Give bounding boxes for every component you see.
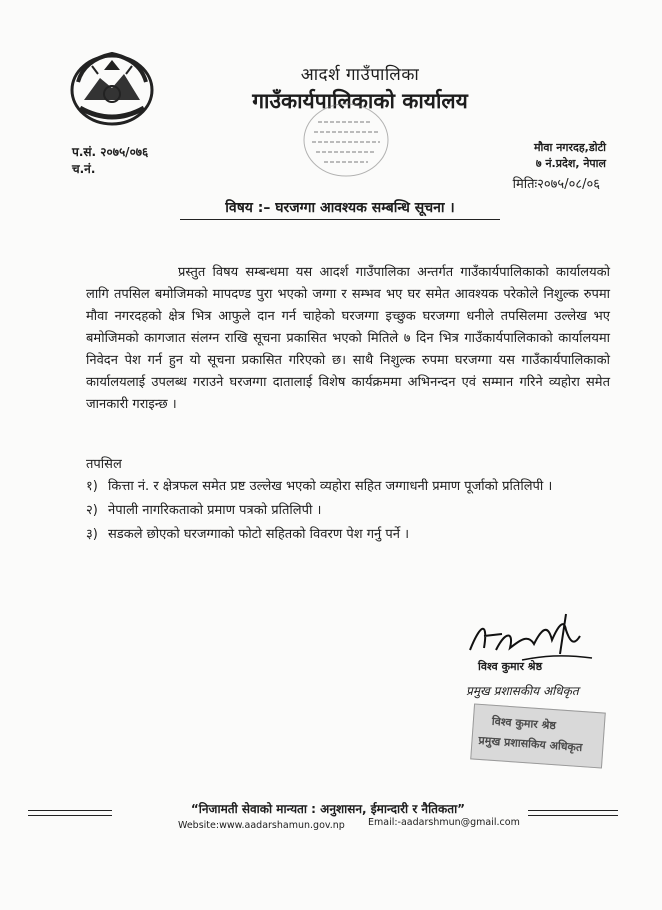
notice-body <box>86 262 610 416</box>
nepal-emblem-icon <box>64 48 160 128</box>
stamp-title: प्रमुख प्रशासकिय अधिकृत <box>478 733 583 755</box>
signatory-title: प्रमुख प्रशासकीय अधिकृत <box>466 684 579 698</box>
details-list <box>86 476 610 548</box>
official-stamp <box>470 703 606 768</box>
list-item <box>86 524 610 546</box>
signatory-name: विश्व कुमार श्रेष्ठ <box>478 660 543 673</box>
footer-motto: “निजामती सेवाको मान्यता : अनुशासन, ईमान्दारी र नैतिकता” <box>190 802 466 816</box>
footer-divider-left <box>28 810 112 816</box>
details-heading: तपसिल <box>86 457 122 472</box>
address-block <box>534 140 606 172</box>
office-seal-icon <box>300 100 392 180</box>
list-item <box>86 500 610 522</box>
municipality-name: आदर्श गाउँपालिका <box>300 65 420 85</box>
list-item-text: कित्ता नं. र क्षेत्रफल समेत प्रष्ट उल्लेख भएको व्यहोरा सहित जग्गाधनी प्रमाण पूर्जाको प्रतिलिपी । <box>108 479 553 494</box>
footer-divider-right <box>528 810 618 816</box>
reference-number: प.सं. २०७५/०७६ <box>72 145 149 159</box>
list-item-number: २) <box>86 503 98 518</box>
reference-block <box>72 144 148 178</box>
address-line-2: ७ नं.प्रदेश, नेपाल <box>535 157 606 170</box>
list-item-number: ३) <box>86 527 98 542</box>
footer-email: Email:-aadarshmun@gmail.com <box>368 817 520 828</box>
subject-line: विषय :– घरजग्गा आवश्यक सम्बन्धि सूचना । <box>180 198 500 220</box>
office-name: गाउँकार्यपालिकाको कार्यालय <box>252 88 468 113</box>
stamp-name: विश्व कुमार श्रेष्ठ <box>491 714 557 733</box>
body-paragraph: प्रस्तुत विषय सम्बन्धमा यस आदर्श गाउँपालिका अन्तर्गत गाउँकार्यपालिकाको कार्यालयको लागि तपसिल बमोजिमको मापदण्ड पुरा भएको जग्गा र सम्भव भए घर समेत आवश्यक परेकोले निशुल्क रुपमा मौवा नगरदहको क्षेत्र भित्र आफुले दान गर्न चाहेको घरजग्गा इच्छुक घरजग्गा धनीले तपसिलमा उल्लेख भए बमोजिमको कागजात संलग्न राखि सूचना प्रकासित भएको मितिले ७ दिन भित्र गाउँकार्यपालिकाको कार्यालयमा निवेदन पेश गर्न हुन यो सूचना प्रकासित गरिएको छ। साथै निशुल्क रुपमा घरजग्गा यस गाउँकार्यपालिकाको कार्यालयलाई उपलब्ध गराउने घरजग्गा दातालाई विशेष कार्यक्रममा अभिनन्दन एवं सम्मान गरिने व्यहोरा समेत जानकारी गराइन्छ । <box>86 265 610 412</box>
footer-website: Website:www.aadarshamun.gov.np <box>178 820 345 831</box>
list-item <box>86 476 610 498</box>
address-line-1: मौवा नगरदह,डोटी <box>533 141 606 154</box>
letter-date: मितिः२०७५/०८/०६ <box>512 177 600 192</box>
dispatch-number: च.नं. <box>72 162 96 176</box>
list-item-text: सडकले छोएको घरजग्गाको फोटो सहितको विवरण पेश गर्नु पर्ने । <box>108 527 410 542</box>
list-item-text: नेपाली नागरिकताको प्रमाण पत्रको प्रतिलिपी । <box>108 503 322 518</box>
list-item-number: १) <box>86 479 98 494</box>
